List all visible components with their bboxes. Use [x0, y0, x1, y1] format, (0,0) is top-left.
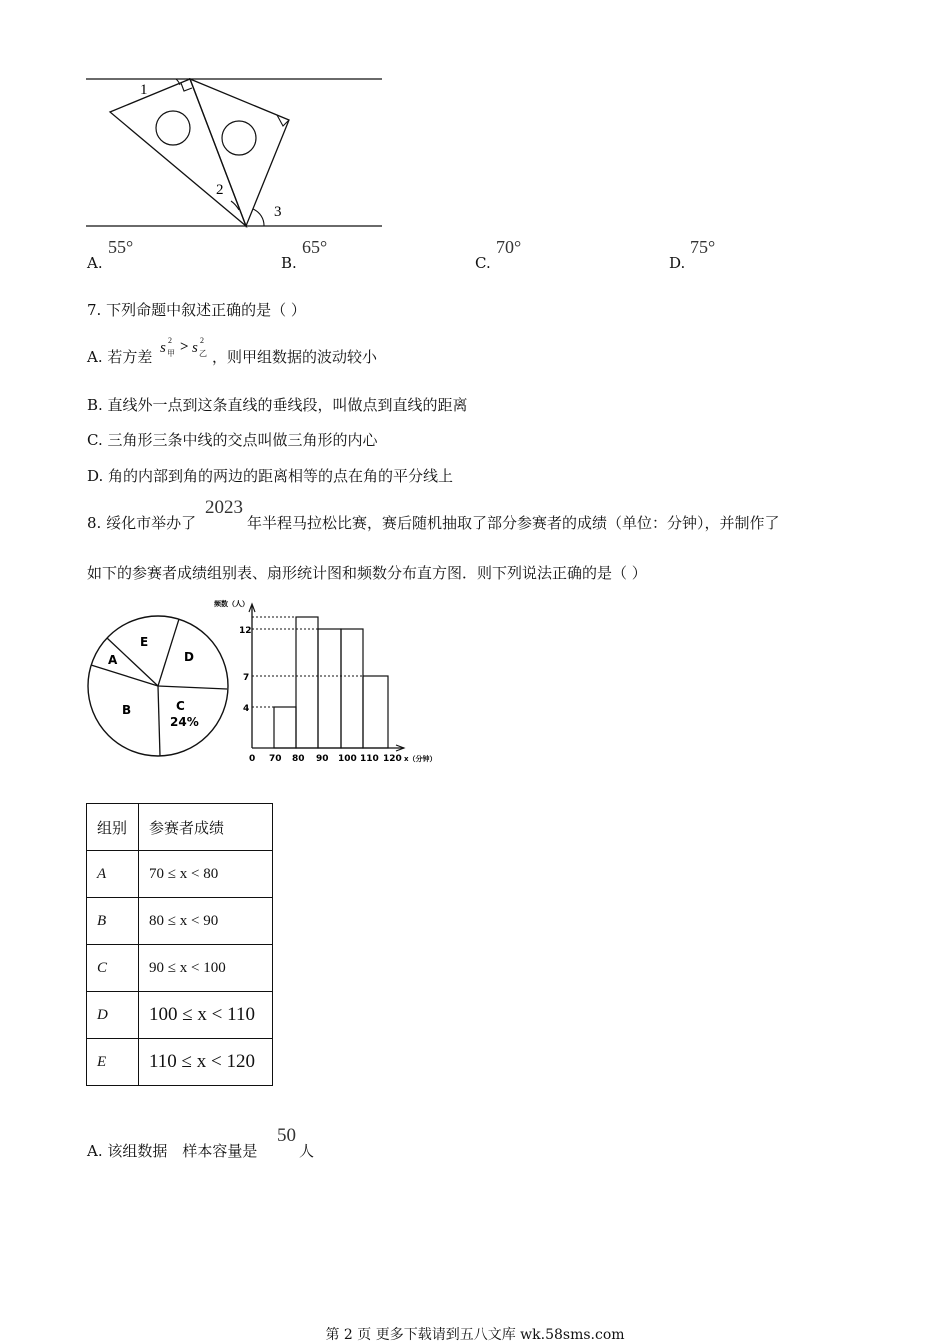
group-table — [86, 803, 273, 1086]
group-cell: C — [87, 945, 139, 992]
s-jia: s — [160, 340, 166, 356]
histogram — [214, 596, 442, 768]
pie-label-b: B — [122, 703, 132, 717]
x-tick-0: 0 — [249, 754, 256, 764]
range-cell: 110 ≤ x < 120 — [139, 1039, 273, 1086]
table-row — [87, 945, 273, 992]
bar-d — [341, 629, 363, 748]
q7-stem: 7. 下列命题中叙述正确的是（ ） — [87, 301, 306, 319]
q8-stem-line2: 如下的参赛者成绩组别表、扇形统计图和频数分布直方图．则下列说法正确的是（ ） — [87, 564, 647, 582]
y-tick-4: 4 — [243, 704, 250, 714]
x-tick-110: 110 — [360, 754, 379, 764]
gt-sign: > — [180, 339, 189, 355]
table-row — [87, 851, 273, 898]
q8-a-value: 50 — [277, 1125, 296, 1146]
angle-2-label: 2 — [216, 182, 224, 198]
q8-a-suffix: 人 — [299, 1142, 315, 1160]
q7-a-suffix: ，则甲组数据的波动较小 — [212, 348, 378, 366]
x-axis-title: x（分钟） — [404, 755, 437, 763]
table-row — [87, 992, 273, 1039]
group-cell: A — [87, 851, 139, 898]
q8-year: 2023 — [205, 497, 243, 518]
angle-3-label: 3 — [274, 204, 282, 220]
sub-yi: 乙 — [199, 349, 207, 358]
q8-a-prefix: A. 该组数据 样本容量是 — [87, 1142, 258, 1160]
header-score: 参赛者成绩 — [139, 804, 273, 851]
q7-option-d[interactable]: D. 角的内部到角的两边的距离相等的点在角的平分线上 — [87, 467, 454, 485]
page-footer: 第 2 页 更多下载请到五八文库 wk.58sms.com — [325, 1327, 625, 1343]
group-cell: B — [87, 898, 139, 945]
option-value: 55° — [108, 237, 134, 257]
q8-option-a[interactable] — [87, 1141, 257, 1161]
q8-stem-part2: 年半程马拉松比赛，赛后随机抽取了部分参赛者的成绩（单位：分钟），并制作了 — [247, 514, 780, 532]
q7-option-a[interactable] — [87, 347, 152, 367]
range-cell: 90 ≤ x < 100 — [139, 945, 273, 992]
table-row — [87, 898, 273, 945]
bar-c — [318, 629, 341, 748]
sub-jia: 甲 — [167, 349, 175, 358]
q7-option-b[interactable]: B. 直线外一点到这条直线的垂线段，叫做点到直线的距离 — [87, 396, 468, 414]
q8-stem-part1: 8. 绥化市举办了 — [87, 514, 197, 532]
sup-2: 2 — [168, 336, 172, 345]
pie-label-d: D — [184, 650, 194, 664]
option-letter: C. — [475, 254, 491, 272]
group-cell: D — [87, 992, 139, 1039]
option-letter: A. — [87, 254, 103, 272]
pie-label-e: E — [140, 635, 149, 649]
parallel-lines-triangles-figure — [80, 70, 390, 235]
q7-option-c[interactable]: C. 三角形三条中线的交点叫做三角形的内心 — [87, 431, 378, 449]
left-set-square — [110, 79, 246, 226]
x-tick-70: 70 — [269, 754, 282, 764]
s-yi: s — [192, 340, 198, 356]
range-cell: 100 ≤ x < 110 — [139, 992, 273, 1039]
x-tick-80: 80 — [292, 754, 305, 764]
bar-e — [363, 676, 388, 748]
option-value: 70° — [496, 237, 522, 257]
option-letter: B. — [281, 254, 297, 272]
x-tick-120: 120 — [383, 754, 402, 764]
pie-chart — [86, 600, 236, 760]
pie-label-c-percent: 24% — [170, 715, 199, 729]
range-cell: 80 ≤ x < 90 — [139, 898, 273, 945]
option-letter: D. — [669, 254, 686, 272]
pie-label-c: C — [176, 699, 185, 713]
range-cell: 70 ≤ x < 80 — [139, 851, 273, 898]
bar-a — [274, 707, 296, 748]
x-tick-100: 100 — [338, 754, 357, 764]
option-value: 75° — [690, 237, 716, 257]
angle-1-label: 1 — [140, 82, 148, 98]
bar-b — [296, 617, 318, 748]
q7-a-prefix: A. 若方差 — [87, 348, 153, 366]
option-value: 65° — [302, 237, 328, 257]
header-group: 组别 — [87, 804, 139, 851]
x-tick-90: 90 — [316, 754, 329, 764]
y-tick-12: 12 — [239, 626, 252, 636]
table-row — [87, 1039, 273, 1086]
y-tick-7: 7 — [243, 673, 250, 683]
table-header-row — [87, 804, 273, 851]
pie-label-a: A — [108, 653, 118, 667]
sup-2: 2 — [200, 336, 204, 345]
y-axis-title: 频数（人） — [214, 600, 249, 608]
group-cell: E — [87, 1039, 139, 1086]
